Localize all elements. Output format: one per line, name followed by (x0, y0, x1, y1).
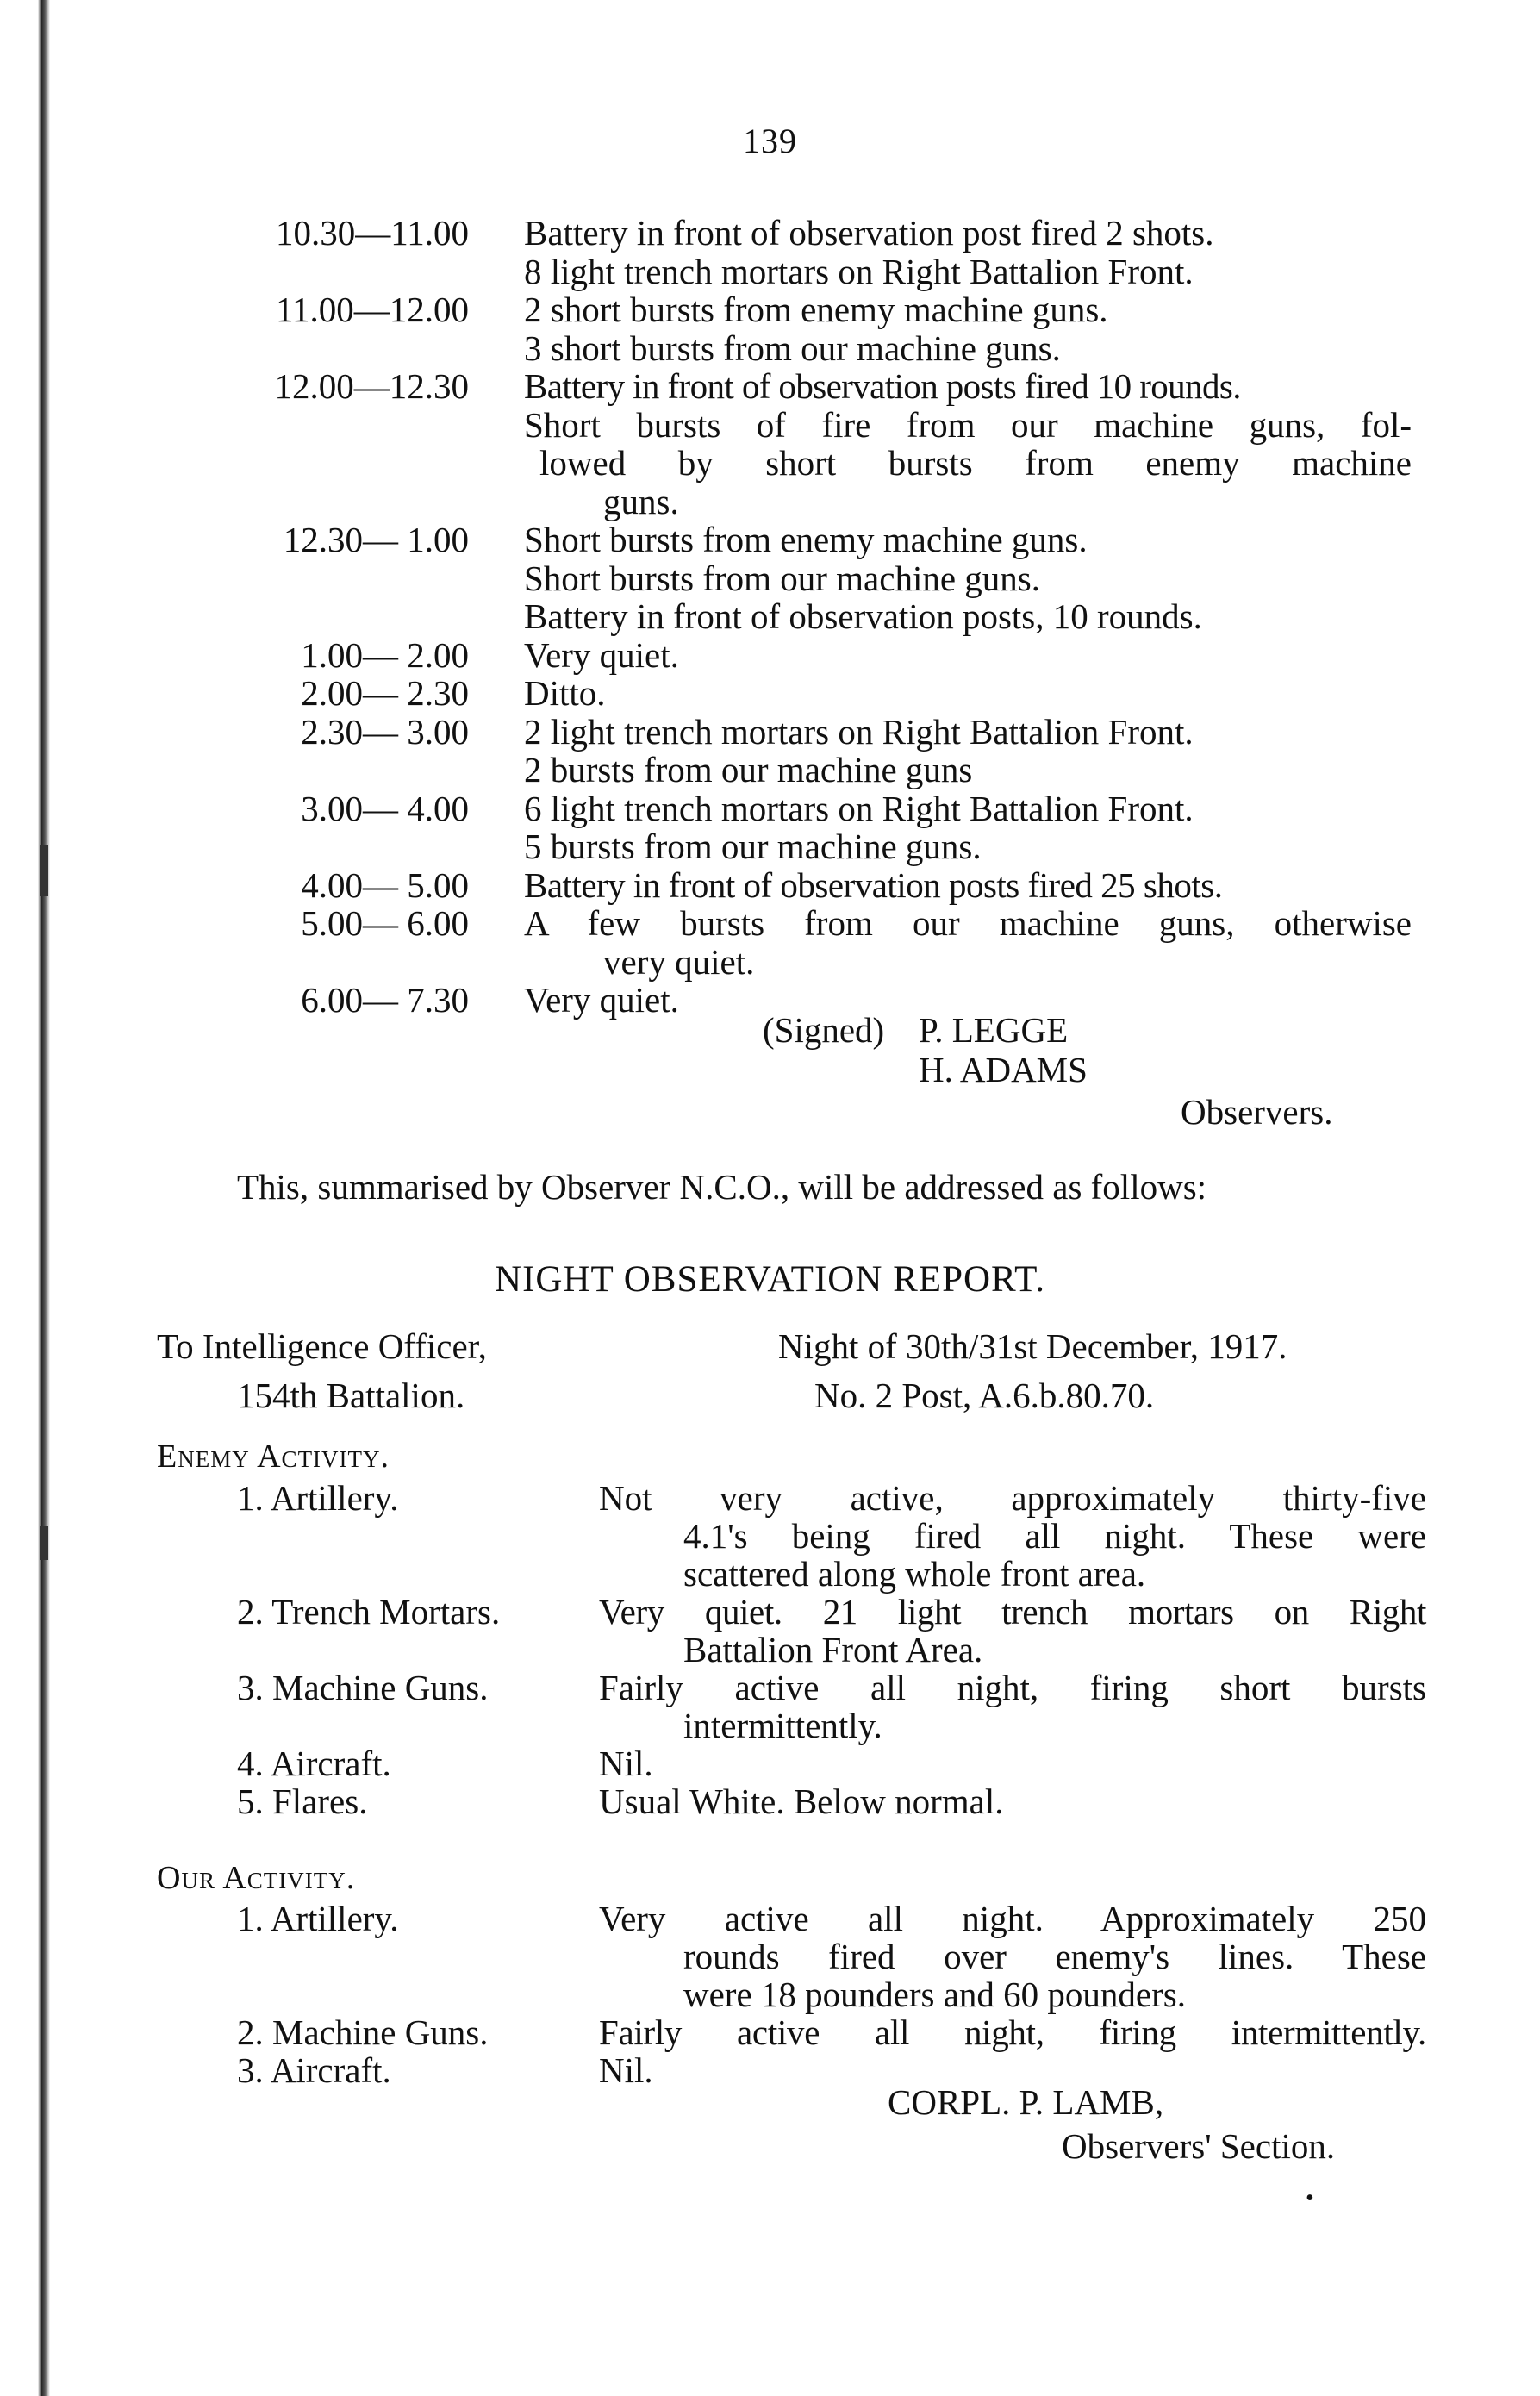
report-signer: CORPL. P. LAMB, (888, 2082, 1164, 2122)
enemy-activity-heading: Enemy Activity. (157, 1438, 390, 1475)
our-item (237, 1900, 1426, 2013)
log-line: 2 bursts from our machine guns (524, 750, 973, 789)
item-label: 5. Flares. (237, 1781, 368, 1821)
log-line: Very quiet. (524, 980, 679, 1020)
report-date: Night of 30th/31st December, 1917. (778, 1326, 1287, 1366)
item-line: Fairly active all night, firing intermittently. (599, 2012, 1426, 2052)
log-time: 11.00—12.00 (276, 290, 469, 329)
log-entry (207, 290, 1431, 367)
our-item (237, 2051, 1426, 2089)
log-line: lowed by short bursts from enemy machine (539, 443, 1412, 483)
log-time: 5.00— 6.00 (301, 903, 469, 943)
item-label: 3. Machine Guns. (237, 1668, 489, 1707)
log-entry (207, 904, 1431, 981)
item-line: 4.1's being fired all night. These were (683, 1516, 1426, 1556)
log-entry (207, 789, 1431, 866)
log-entry (207, 367, 1431, 521)
log-entry (207, 866, 1431, 905)
enemy-item (237, 1593, 1426, 1669)
signer-name: P. LEGGE (919, 1010, 1069, 1050)
log-entry (207, 713, 1431, 789)
item-line: Not very active, approximately thirty-five (599, 1478, 1426, 1518)
signed-label: (Signed) (763, 1010, 885, 1050)
log-line: Battery in front of observation posts, 10 rounds. (524, 596, 1202, 636)
log-line: Battery in front of observation posts fired 25 shots. (524, 864, 1223, 905)
log-line: guns. (603, 481, 679, 521)
page-binding-edge (0, 0, 52, 2396)
item-line: Nil. (599, 2050, 653, 2090)
enemy-item (237, 1669, 1426, 1744)
log-entry (207, 636, 1431, 675)
log-time: 4.00— 5.00 (301, 864, 469, 905)
item-line: Nil. (599, 1744, 653, 1783)
addressee-unit: 154th Battalion. (237, 1376, 465, 1415)
item-line: Very active all night. Approximately 250 (599, 1899, 1426, 1938)
log-line: Battery in front of observation post fired 2 shots. (524, 213, 1214, 253)
log-line: A few bursts from our machine guns, otherwise (524, 903, 1412, 943)
log-time: 3.00— 4.00 (301, 788, 469, 828)
signer-name: H. ADAMS (919, 1050, 1088, 1089)
report-signer-section: Observers' Section. (1062, 2126, 1336, 2166)
log-line: Very quiet. (524, 634, 679, 675)
log-line: 3 short bursts from our machine guns. (524, 328, 1061, 368)
ink-dot: • (1306, 2185, 1314, 2212)
item-label: 1. Artillery. (237, 1899, 399, 1938)
log-time: 6.00— 7.30 (301, 980, 469, 1020)
log-line: Short bursts from our machine guns. (524, 558, 1040, 598)
our-item (237, 2013, 1426, 2051)
item-line: Very quiet. 21 light trench mortars on Right (599, 1592, 1426, 1632)
log-line: 6 light trench mortars on Right Battalion Front. (524, 788, 1194, 828)
binding-mark (40, 1526, 48, 1560)
item-label: 2. Machine Guns. (237, 2012, 489, 2052)
binding-mark (40, 845, 48, 896)
enemy-item (237, 1479, 1426, 1593)
item-line: Fairly active all night, firing short bursts (599, 1668, 1426, 1707)
log-time: 2.00— 2.30 (301, 673, 469, 713)
observation-log (207, 214, 1431, 1020)
log-entry (207, 674, 1431, 713)
log-time: 10.30—11.00 (276, 213, 469, 253)
log-line: Short bursts from enemy machine guns. (524, 520, 1088, 559)
report-title: NIGHT OBSERVATION REPORT. (495, 1259, 1045, 1300)
log-line: 8 light trench mortars on Right Battalion Front. (524, 251, 1194, 291)
enemy-item (237, 1744, 1426, 1782)
report-post: No. 2 Post, A.6.b.80.70. (814, 1376, 1155, 1415)
item-label: 1. Artillery. (237, 1478, 399, 1518)
log-time: 1.00— 2.00 (301, 634, 469, 675)
page-number: 139 (743, 122, 797, 160)
log-entry (207, 214, 1431, 290)
our-activity-heading: Our Activity. (157, 1860, 356, 1896)
log-time: 12.00—12.30 (274, 366, 469, 406)
item-line: scattered along whole front area. (683, 1554, 1146, 1594)
enemy-item (237, 1782, 1426, 1820)
log-time: 12.30— 1.00 (283, 520, 469, 559)
log-line: Short bursts of fire from our machine guns, fol- (524, 404, 1412, 445)
item-label: 3. Aircraft. (237, 2050, 391, 2090)
addressee-line: To Intelligence Officer, (157, 1326, 487, 1366)
log-line: Battery in front of observation posts fired 10 rounds. (524, 366, 1241, 406)
log-line: 2 light trench mortars on Right Battalion Front. (524, 711, 1194, 752)
log-entry (207, 521, 1431, 636)
item-line: were 18 pounders and 60 pounders. (683, 1975, 1186, 2014)
item-label: 2. Trench Mortars. (237, 1592, 501, 1632)
item-line: intermittently. (683, 1706, 882, 1745)
log-time: 2.30— 3.00 (301, 711, 469, 752)
item-label: 4. Aircraft. (237, 1744, 391, 1783)
summary-instruction: This, summarised by Observer N.C.O., will be addressed as follows: (237, 1167, 1207, 1207)
log-line: Ditto. (524, 673, 606, 713)
log-line: very quiet. (603, 941, 755, 982)
item-line: Battalion Front Area. (683, 1630, 983, 1669)
signer-role: Observers. (1181, 1092, 1333, 1132)
log-line: 5 bursts from our machine guns. (524, 827, 982, 866)
log-line: 2 short bursts from enemy machine guns. (524, 290, 1108, 329)
item-line: Usual White. Below normal. (599, 1781, 1004, 1821)
item-line: rounds fired over enemy's lines. These (683, 1937, 1426, 1976)
